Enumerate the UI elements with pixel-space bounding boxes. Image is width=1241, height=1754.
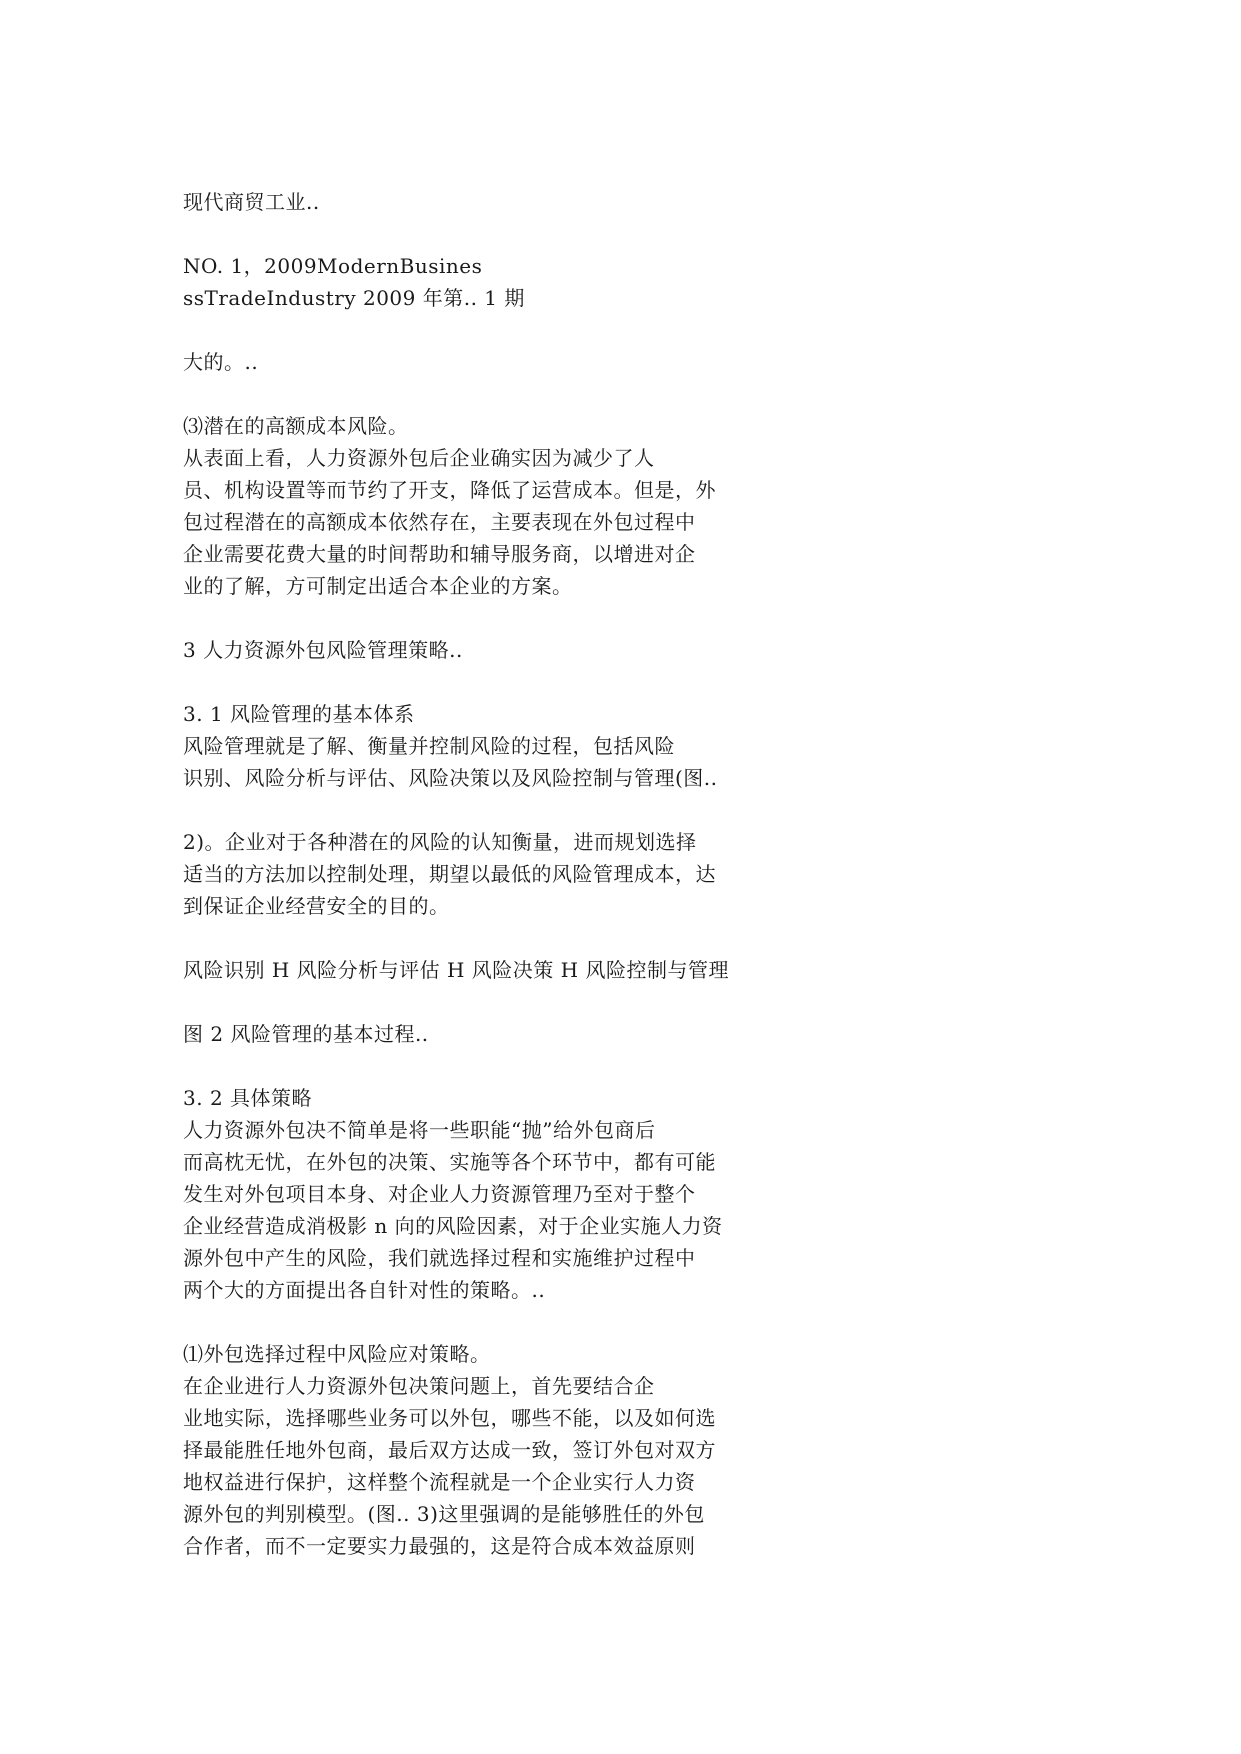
- paragraph-line: 源外包的判别模型。(图.. 3)这里强调的是能够胜任的外包: [183, 1502, 705, 1526]
- paragraph-line: 在企业进行人力资源外包决策问题上，首先要结合企: [183, 1374, 655, 1398]
- process-flow-block: [183, 954, 1083, 986]
- paragraph-line: 地权益进行保护，这样整个流程就是一个企业实行人力资: [183, 1470, 696, 1494]
- figure-caption: 图 2 风险管理的基本过程..: [183, 1022, 429, 1046]
- paragraph-line: 企业经营造成消极影 n 向的风险因素，对于企业实施人力资: [183, 1214, 723, 1238]
- paragraph-line: 发生对外包项目本身、对企业人力资源管理乃至对于整个: [183, 1182, 696, 1206]
- issue-line: ssTradeIndustry 2009 年第.. 1 期: [183, 286, 525, 310]
- section-3-1-heading: 3. 1 风险管理的基本体系: [183, 702, 415, 726]
- paragraph-line: 到保证企业经营安全的目的。: [183, 894, 450, 918]
- journal-name-block: [183, 186, 1083, 218]
- paragraph-line: 2)。企业对于各种潜在的风险的认知衡量，进而规划选择: [183, 830, 697, 854]
- paragraph-line: 而高枕无忧，在外包的决策、实施等各个环节中，都有可能: [183, 1150, 716, 1174]
- continuation-fragment: 大的。..: [183, 350, 259, 374]
- issue-line: NO. 1，2009ModernBusines: [183, 254, 483, 278]
- section-3-title: 3 人力资源外包风险管理策略..: [183, 638, 463, 662]
- section-3-1-block: [183, 698, 1083, 794]
- paragraph-line: 源外包中产生的风险，我们就选择过程和实施维护过程中: [183, 1246, 696, 1270]
- process-flow-line: 风险识别 H 风险分析与评估 H 风险决策 H 风险控制与管理: [183, 958, 729, 982]
- section-3-title-block: [183, 634, 1083, 666]
- paragraph-line: 适当的方法加以控制处理，期望以最低的风险管理成本，达: [183, 862, 716, 886]
- paragraph-line: 业地实际，选择哪些业务可以外包，哪些不能，以及如何选: [183, 1406, 716, 1430]
- journal-name: 现代商贸工业..: [183, 190, 320, 214]
- paragraph-line: 合作者，而不一定要实力最强的，这是符合成本效益原则: [183, 1534, 696, 1558]
- section-3-2-block: [183, 1082, 1083, 1306]
- section-3-2-heading: 3. 2 具体策略: [183, 1086, 313, 1110]
- section-3-1-continued-block: [183, 826, 1083, 922]
- paragraph-line: 人力资源外包决不简单是将一些职能“抛”给外包商后: [183, 1118, 656, 1142]
- paragraph-line: 企业需要花费大量的时间帮助和辅导服务商，以增进对企: [183, 542, 696, 566]
- continuation-fragment-block: [183, 346, 1083, 378]
- paragraph-line: 从表面上看，人力资源外包后企业确实因为减少了人: [183, 446, 655, 470]
- paragraph-line: 择最能胜任地外包商，最后双方达成一致，签订外包对双方: [183, 1438, 716, 1462]
- figure-caption-block: [183, 1018, 1083, 1050]
- risk-3-heading: ⑶潜在的高额成本风险。: [183, 414, 409, 438]
- strategy-1-block: [183, 1338, 1083, 1562]
- issue-info-block: [183, 250, 1083, 314]
- document-body: [183, 186, 1083, 1562]
- paragraph-line: 两个大的方面提出各自针对性的策略。..: [183, 1278, 546, 1302]
- paragraph-line: 员、机构设置等而节约了开支，降低了运营成本。但是，外: [183, 478, 716, 502]
- paragraph-line: 风险管理就是了解、衡量并控制风险的过程，包括风险: [183, 734, 675, 758]
- paragraph-line: 包过程潜在的高额成本依然存在，主要表现在外包过程中: [183, 510, 696, 534]
- strategy-1-heading: ⑴外包选择过程中风险应对策略。: [183, 1342, 491, 1366]
- risk-3-block: [183, 410, 1083, 602]
- paragraph-line: 识别、风险分析与评估、风险决策以及风险控制与管理(图..: [183, 766, 718, 790]
- paragraph-line: 业的了解，方可制定出适合本企业的方案。: [183, 574, 573, 598]
